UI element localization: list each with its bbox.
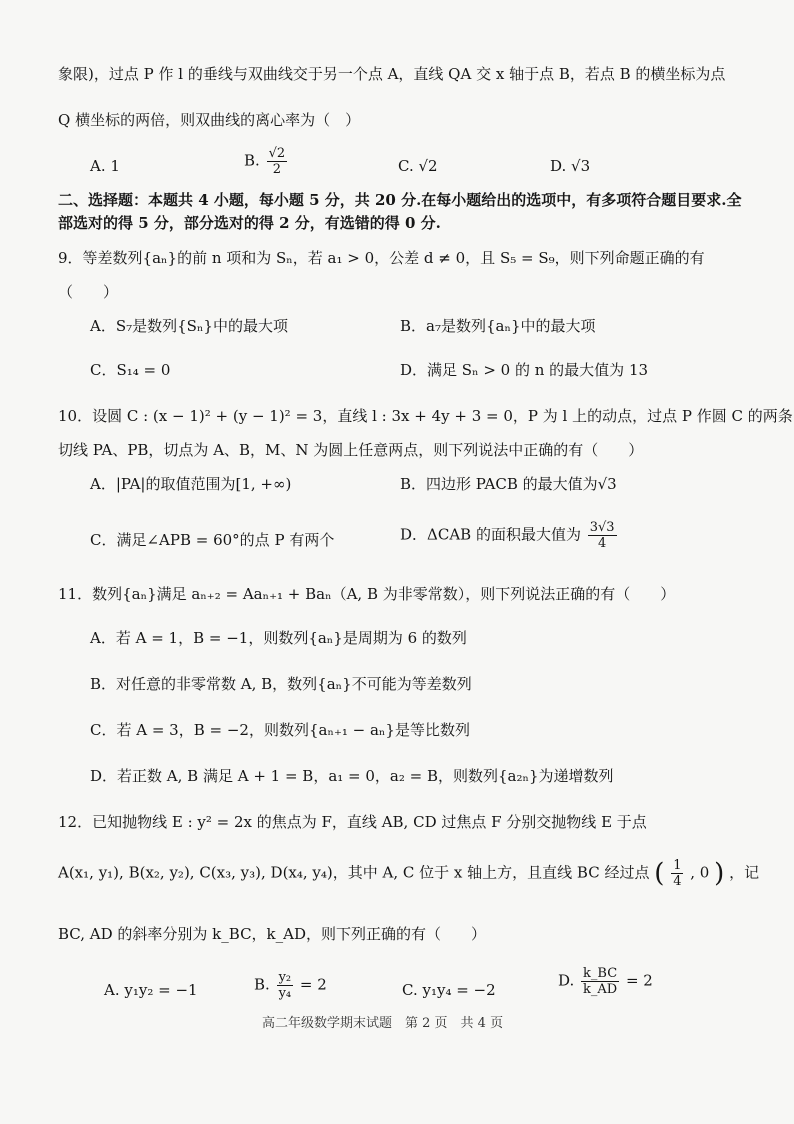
q10-stem-line1: 10．设圆 C : (x − 1)² + (y − 1)² = 3，直线 l : 3x + 4y + 3 = 0，P 为 l 上的动点，过点 P 作圆 C 的两条 [58,407,793,425]
q11-option-a: A．若 A = 1，B = −1，则数列{aₙ}是周期为 6 的数列 [90,629,467,647]
q8-option-b-label: B. [244,151,260,170]
q12-option-d-tail: = 2 [625,971,653,990]
q11-stem: 11．数列{aₙ}满足 aₙ₊₂ = Aaₙ₊₁ + Baₙ（A, B 为非零常数），则下列说法正确的有（ ） [58,585,676,603]
q12-option-b-tail: = 2 [299,975,327,994]
q12-option-b-numerator: y₂ [278,970,292,985]
q12-option-a: A. y₁y₂ = −1 [104,981,198,999]
q12-option-b-fraction [277,970,294,1001]
q8-option-b-fraction [267,146,288,177]
q12-point-denominator: 4 [673,874,682,889]
q12-option-b [254,970,327,1001]
q8-option-b-denominator: 2 [272,162,281,177]
q12-point-fraction [671,858,683,889]
q12-option-d-fraction [581,966,619,997]
q12-point-tail: ，记 [729,863,760,882]
q9-option-c: C．S₁₄ = 0 [90,361,171,379]
q10-stem-line2: 切线 PA、PB，切点为 A、B，M、N 为圆上任意两点，则下列说法中正确的有（ ） [58,441,644,459]
q10-option-b: B．四边形 PACB 的最大值为√3 [400,475,617,493]
q11-option-c: C．若 A = 3，B = −2，则数列{aₙ₊₁ − aₙ}是等比数列 [90,721,470,739]
q12-point-open-paren: ( [654,858,665,889]
q12-stem-line2 [58,858,759,889]
q8-option-b-numerator: √2 [268,146,286,161]
q8-option-b [244,146,289,177]
q12-option-b-label: B. [254,975,270,994]
q12-stem-line3: BC, AD 的斜率分别为 k_BC，k_AD，则下列正确的有（ ） [58,925,486,943]
q10-option-c: C．满足∠APB = 60°的点 P 有两个 [90,531,335,549]
q8-stem-line1: 象限)，过点 P 作 l 的垂线与双曲线交于另一个点 A，直线 QA 交 x 轴于点 B，若点 B 的横坐标为点 [58,65,726,83]
q9-option-b: B．a₇是数列{aₙ}中的最大项 [400,317,596,335]
q8-stem-line2: Q 横坐标的两倍，则双曲线的离心率为（ ） [58,111,361,129]
q8-option-d: D. √3 [550,157,591,175]
q10-option-d [400,520,619,551]
q11-option-b: B．对任意的非零常数 A, B，数列{aₙ}不可能为等差数列 [90,675,472,693]
section-2-heading-line1: 二、选择题：本题共 4 小题，每小题 5 分，共 20 分.在每小题给出的选项中，有多项符合题目要求.全 [58,191,742,209]
q12-option-b-denominator: y₄ [278,986,292,1001]
q9-stem: 9．等差数列{aₙ}的前 n 项和为 Sₙ，若 a₁ > 0，公差 d ≠ 0，且 S₅ = S₉，则下列命题正确的有 [58,249,705,267]
q12-point-numerator: 1 [673,858,682,873]
q12-option-d-label: D. [558,971,575,990]
q12-point-close-paren: ) [714,858,725,889]
q10-option-a: A．|PA|的取值范围为[1, +∞) [90,475,292,493]
q10-option-d-label: D．ΔCAB 的面积最大值为 [400,525,581,544]
page-footer: 高二年级数学期末试题 第 2 页 共 4 页 [262,1016,504,1031]
q12-points-text: A(x₁, y₁), B(x₂, y₂), C(x₃, y₃), D(x₄, y₄)，其中 A, C 位于 x 轴上方，且直线 BC 经过点 [58,863,650,882]
q9-option-a: A．S₇是数列{Sₙ}中的最大项 [90,317,288,335]
q10-option-d-denominator: 4 [598,536,607,551]
q9-answer-paren: （ ） [58,283,119,301]
q8-option-c: C. √2 [398,157,438,175]
q11-option-d: D．若正数 A, B 满足 A + 1 = B，a₁ = 0，a₂ = B，则数列{a₂ₙ}为递增数列 [90,767,614,785]
q8-option-a: A. 1 [90,157,120,175]
section-2-heading-line2: 部选对的得 5 分，部分选对的得 2 分，有选错的得 0 分. [58,214,441,232]
q9-option-d: D．满足 Sₙ > 0 的 n 的最大值为 13 [400,361,649,379]
q12-option-c: C. y₁y₄ = −2 [402,981,496,999]
q12-stem-line1: 12．已知抛物线 E : y² = 2x 的焦点为 F，直线 AB, CD 过焦点 F 分别交抛物线 E 于点 [58,813,647,831]
q12-option-d-numerator: k_BC [583,966,618,981]
q10-option-d-fraction [588,520,617,551]
q12-option-d [558,966,653,997]
q12-point-y: , 0 [690,863,710,882]
q12-option-d-denominator: k_AD [583,982,618,997]
q10-option-d-numerator: 3√3 [589,520,615,535]
